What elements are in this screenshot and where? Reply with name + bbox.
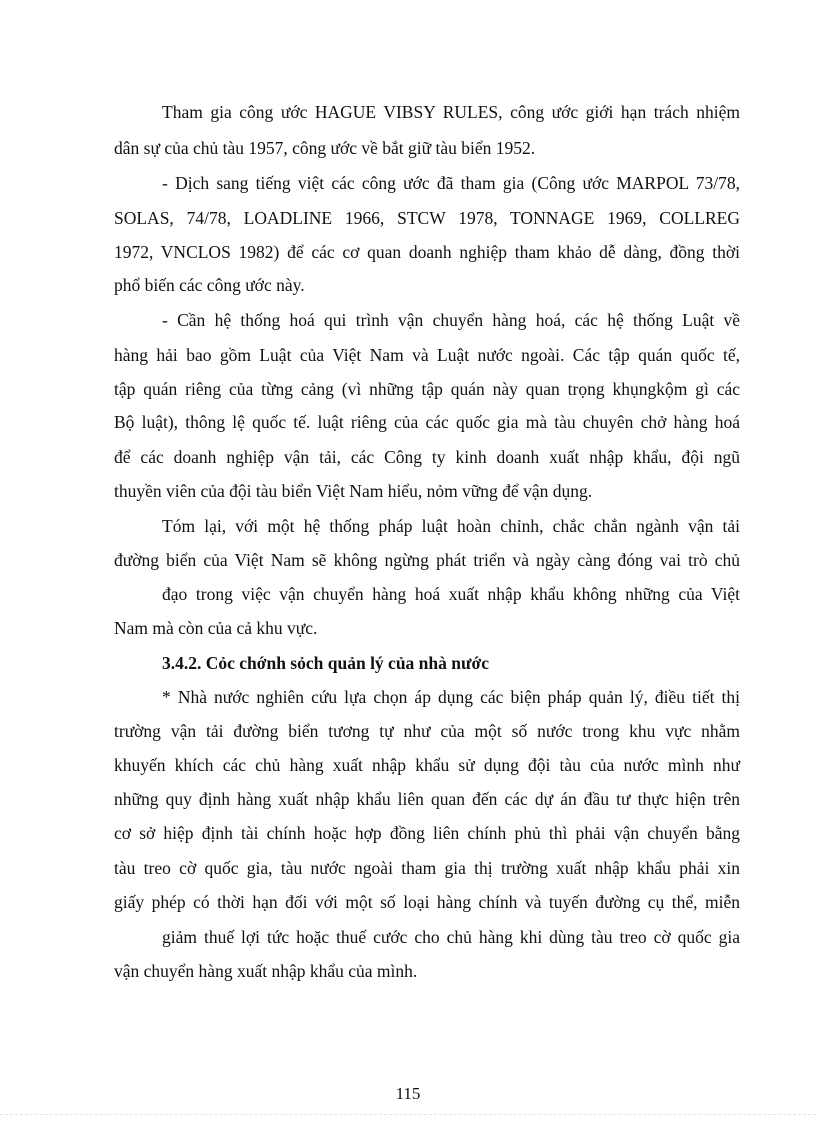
text-line: để các doanh nghiệp vận tải, các Công ty kinh doanh xuất nhập khẩu, đội ngũ <box>114 447 740 467</box>
text-line: tập quán riêng của từng cảng (vì những tập quán này quan trọng khụngkộm gì các <box>114 379 740 399</box>
text-line: vận chuyển hàng xuất nhập khẩu của mình. <box>114 961 418 981</box>
text-line: cơ sở hiệp định tài chính hoặc hợp đồng liên chính phủ thì phải vận chuyển bằng <box>114 823 740 843</box>
text-line: đạo trong việc vận chuyển hàng hoá xuất nhập khẩu không những của Việt <box>162 584 740 604</box>
text-line: - Dịch sang tiếng việt các công ước đã tham gia (Công ước MARPOL 73/78, <box>162 173 740 193</box>
text-line: trường vận tải đường biển tương tự như của một số nước trong khu vực nhằm <box>114 721 740 741</box>
text-line: tàu treo cờ quốc gia, tàu nước ngoài tham gia thị trường xuất nhập khẩu phải xin <box>114 858 740 878</box>
text-line: phổ biến các công ước này. <box>114 275 305 295</box>
text-line: Bộ luật), thông lệ quốc tế. luật riêng của các quốc gia mà tàu chuyên chở hàng hoá <box>114 412 740 432</box>
text-line: - Cần hệ thống hoá qui trình vận chuyển hàng hoá, các hệ thống Luật về <box>162 310 740 330</box>
page-bottom-divider <box>0 1114 816 1115</box>
text-line: thuyền viên của đội tàu biển Việt Nam hiểu, nỏm vững để vận dụng. <box>114 481 593 501</box>
text-line: 1972, VNCLOS 1982) để các cơ quan doanh nghiệp tham khảo dễ dàng, đồng thời <box>114 242 740 262</box>
section-heading: 3.4.2. Cỏc chớnh sỏch quản lý của nhà nước <box>162 653 489 673</box>
text-line: giảm thuế lợi tức hoặc thuế cước cho chủ hàng khi dùng tàu treo cờ quốc gia <box>162 927 740 947</box>
text-line: hàng hải bao gồm Luật của Việt Nam và Luật nước ngoài. Các tập quán quốc tế, <box>114 345 740 365</box>
text-line: Nam mà còn của cả khu vực. <box>114 618 318 638</box>
text-line: Tham gia công ước HAGUE VIBSY RULES, công ước giới hạn trách nhiệm <box>162 102 740 122</box>
text-line: đường biển của Việt Nam sẽ không ngừng phát triển và ngày càng đóng vai trò chủ <box>114 550 740 570</box>
text-line: Tóm lại, với một hệ thống pháp luật hoàn chỉnh, chắc chắn ngành vận tải <box>162 516 740 536</box>
text-line: khuyến khích các chủ hàng xuất nhập khẩu sử dụng đội tàu của nước mình như <box>114 755 740 775</box>
text-line: dân sự của chủ tàu 1957, công ước về bắt giữ tàu biển 1952. <box>114 138 536 158</box>
page-number: 115 <box>395 1084 421 1103</box>
text-line: SOLAS, 74/78, LOADLINE 1966, STCW 1978, TONNAGE 1969, COLLREG <box>114 208 740 228</box>
text-line: giấy phép có thời hạn đối với một số loại hàng chính và tuyến đường cụ thể, miễn <box>114 892 740 912</box>
text-line: những quy định hàng xuất nhập khẩu liên quan đến các dự án đầu tư thực hiện trên <box>114 789 740 809</box>
text-line: * Nhà nước nghiên cứu lựa chọn áp dụng các biện pháp quản lý, điều tiết thị <box>162 687 740 707</box>
